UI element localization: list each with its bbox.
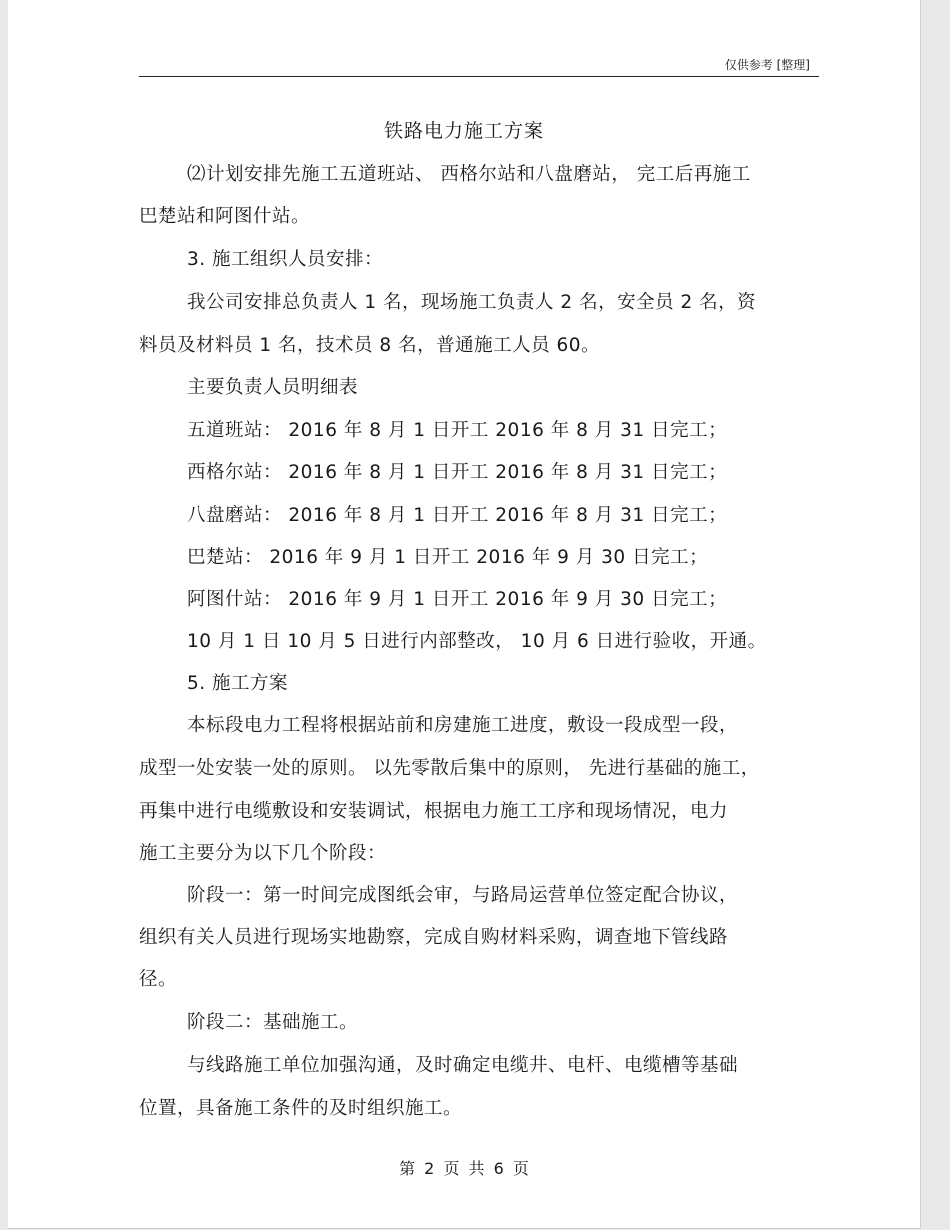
text-line: 料员及材料员 1 名，技术员 8 名，普通施工人员 60。 — [139, 335, 600, 356]
schedule-line: 西格尔站： 2016 年 8 月 1 日开工 2016 年 8 月 31 日完工； — [187, 462, 728, 483]
text-line: 巴楚站和阿图什站。 — [139, 206, 311, 227]
text-line: 施工主要分为以下几个阶段： — [139, 843, 387, 864]
text-line: 径。 — [139, 969, 178, 990]
document-page — [8, 0, 921, 1229]
schedule-line: 巴楚站： 2016 年 9 月 1 日开工 2016 年 9 月 30 日完工； — [187, 547, 709, 568]
text-line: ⑵计划安排先施工五道班站、 西格尔站和八盘磨站， 完工后再施工 — [187, 164, 751, 185]
text-line: 本标段电力工程将根据站前和房建施工进度，敷设一段成型一段， — [187, 715, 739, 736]
section-heading: 5. 施工方案 — [187, 673, 289, 694]
text-line: 与线路施工单位加强沟通，及时确定电缆井、电杆、电缆槽等基础 — [187, 1055, 739, 1076]
text-line: 阶段二：基础施工。 — [187, 1012, 359, 1033]
text-line: 位置，具备施工条件的及时组织施工。 — [139, 1098, 463, 1119]
text-line: 再集中进行电缆敷设和安装调试，根据电力施工工序和现场情况，电力 — [139, 801, 729, 822]
page-number: 第 2 页 共 6 页 — [399, 1159, 529, 1178]
document-title: 铁路电力施工方案 — [383, 120, 544, 142]
text-line: 10 月 1 日 10 月 5 日进行内部整改， 10 月 6 日进行验收，开通。 — [187, 631, 767, 652]
schedule-line: 阿图什站： 2016 年 9 月 1 日开工 2016 年 9 月 30 日完工； — [187, 589, 728, 610]
schedule-line: 八盘磨站： 2016 年 8 月 1 日开工 2016 年 8 月 31 日完工； — [187, 505, 728, 526]
schedule-line: 五道班站： 2016 年 8 月 1 日开工 2016 年 8 月 31 日完工； — [187, 420, 728, 441]
header-note: 仅供参考 [整理] — [724, 58, 810, 72]
text-line: 阶段一：第一时间完成图纸会审，与路局运营单位签定配合协议， — [187, 885, 739, 906]
text-line: 成型一处安装一处的原则。 以先零散后集中的原则， 先进行基础的施工， — [139, 758, 760, 779]
section-heading: 3. 施工组织人员安排： — [187, 249, 384, 270]
header-rule — [139, 76, 819, 77]
text-line: 组织有关人员进行现场实地勘察，完成自购材料采购，调查地下管线路 — [139, 927, 729, 948]
text-line: 我公司安排总负责人 1 名，现场施工负责人 2 名，安全员 2 名，资 — [187, 292, 757, 313]
text-line: 主要负责人员明细表 — [187, 377, 359, 398]
